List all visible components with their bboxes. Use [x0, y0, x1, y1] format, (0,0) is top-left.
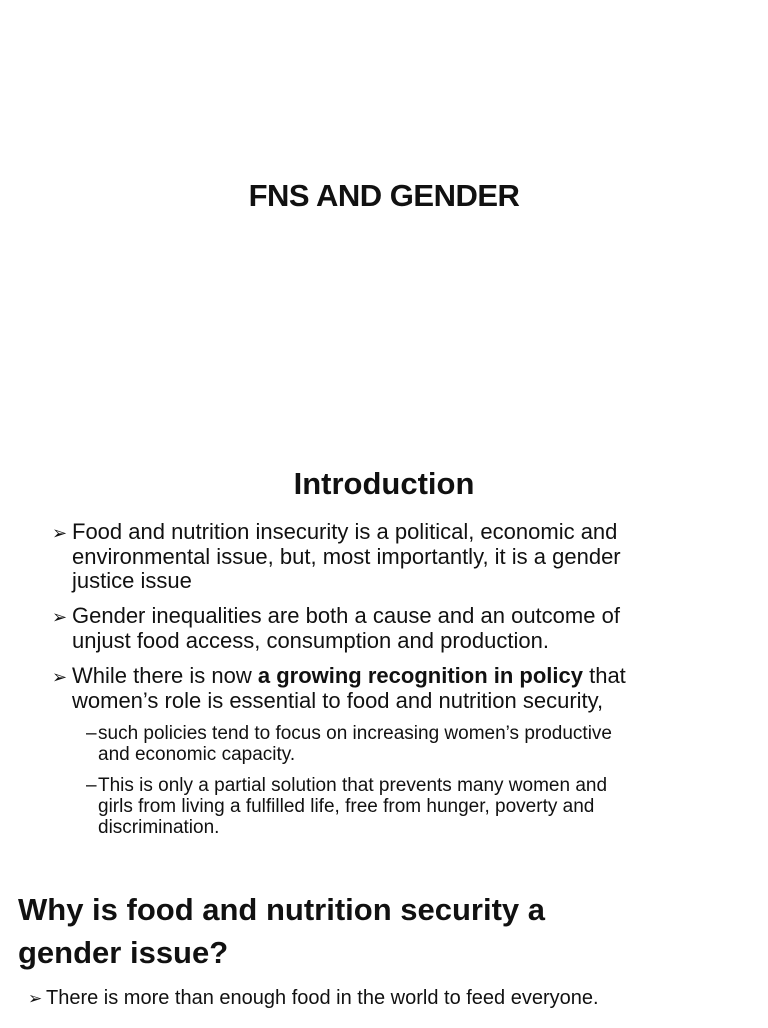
bullet-text-line: Gender inequalities are both a cause and an outcome of [72, 603, 620, 628]
bullet-text-line: Food and nutrition insecurity is a political, economic and [72, 519, 618, 544]
subbullet-text-line: discrimination. [98, 817, 220, 838]
heading-line: gender issue? [18, 935, 229, 970]
bullet-text-line: women’s role is essential to food and nutrition security, [72, 688, 604, 713]
bullet-arrow-icon: ➢ [52, 607, 68, 627]
subbullet-text-line: such policies tend to focus on increasing women’s productive [98, 723, 612, 744]
subbullet-productive-capacity [86, 723, 726, 765]
bullet-text-line: environmental issue, but, most importantly, it is a gender [72, 544, 621, 569]
bullet-text-segment: While there is now [72, 663, 258, 688]
introduction-heading: Introduction [293, 466, 475, 501]
bullet-text-segment: that [582, 663, 626, 688]
subbullet-text-line: and economic capacity. [98, 744, 296, 765]
bullet-bold-text: a growing recognition in policy [257, 663, 583, 688]
heading-line: Why is food and nutrition security a [18, 892, 546, 927]
bullet-text-line: There is more than enough food in the world to feed everyone. [46, 987, 599, 1009]
subbullet-text-line: This is only a partial solution that prevents many women and [98, 775, 608, 796]
bullet-text-line: justice issue [72, 568, 192, 593]
slide-title: FNS AND GENDER [248, 178, 520, 213]
subbullet-text-line: girls from living a fulfilled life, free from hunger, poverty and [98, 796, 595, 817]
bullet-gender-inequalities [52, 604, 742, 653]
bullet-arrow-icon: ➢ [52, 523, 68, 543]
bullet-enough-food [28, 986, 748, 1011]
why-gender-issue-heading [18, 888, 718, 974]
dash-marker: – [86, 723, 97, 744]
subbullet-partial-solution [86, 775, 726, 838]
bullet-food-insecurity [52, 520, 742, 593]
bullet-text-line: unjust food access, consumption and production. [72, 628, 549, 653]
bullet-arrow-icon: ➢ [28, 989, 43, 1008]
bullet-arrow-icon: ➢ [52, 667, 68, 687]
dash-marker: – [86, 775, 97, 796]
truncated-text-line [74, 1016, 694, 1028]
bullet-policy-recognition [52, 664, 742, 713]
